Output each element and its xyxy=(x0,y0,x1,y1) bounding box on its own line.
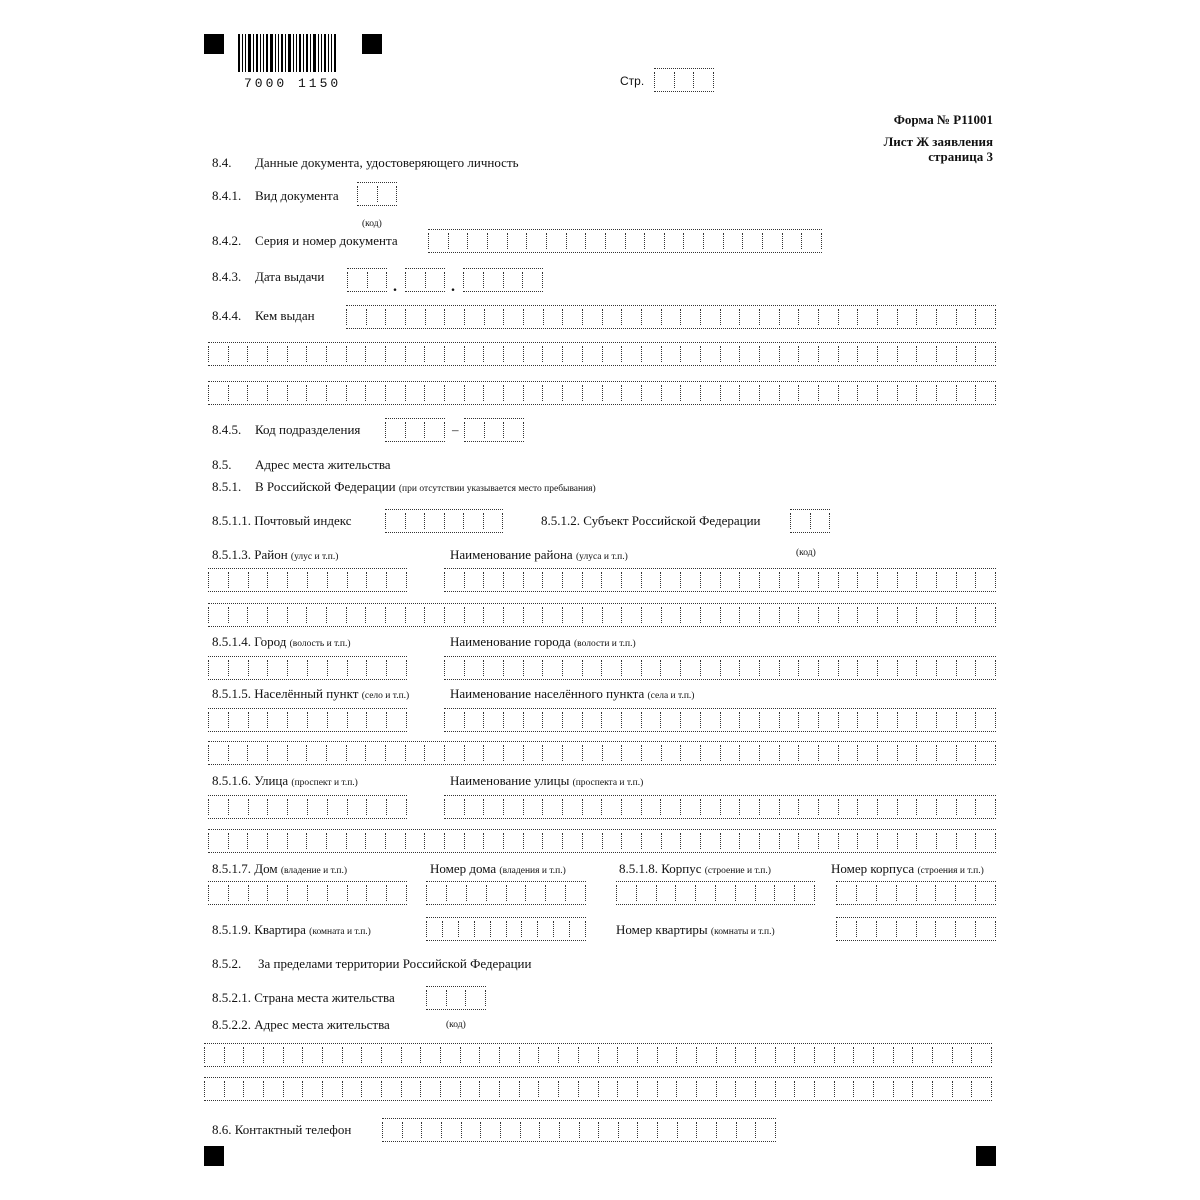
street-name-cells-row-2[interactable] xyxy=(208,829,996,853)
foreign-address-cells-row-2[interactable] xyxy=(204,1077,992,1101)
apartment-number-cells[interactable] xyxy=(836,917,996,941)
house-number-label: Номер дома (владения и т.п.) xyxy=(430,861,566,876)
issue-year-cells[interactable] xyxy=(463,268,543,292)
field-8-4-2-label: Серия и номер документа xyxy=(255,233,398,248)
sheet-title: Лист Ж заявления xyxy=(883,134,993,149)
page-number-label: Стр. xyxy=(620,74,645,88)
corner-marker-bottom-right xyxy=(976,1146,996,1166)
field-8-4-5-label: Код подразделения xyxy=(255,422,361,437)
settlement-name-cells-row-1[interactable] xyxy=(444,708,996,732)
section-8-4-title: Данные документа, удостоверяющего личность xyxy=(255,155,519,170)
settlement-name-label: Наименование населённого пункта (села и т.п.) xyxy=(450,686,695,701)
field-8-5-1-3-label: 8.5.1.3. Район (улус и т.п.) xyxy=(212,547,339,562)
corner-marker-bottom-left xyxy=(204,1146,224,1166)
field-8-5-1-5-label: 8.5.1.5. Населённый пункт (село и т.п.) xyxy=(212,686,410,701)
field-8-4-1-label: Вид документа xyxy=(255,188,339,203)
building-number-cells[interactable] xyxy=(836,881,996,905)
field-8-4-3-label: Дата выдачи xyxy=(255,269,325,284)
apartment-type-cells[interactable] xyxy=(426,917,586,941)
building-number-label: Номер корпуса (строения и т.п.) xyxy=(831,861,984,876)
section-8-4-number: 8.4. xyxy=(212,155,232,170)
country-code-hint: (код) xyxy=(446,1020,466,1030)
document-type-code-hint: (код) xyxy=(362,219,382,229)
barcode xyxy=(238,34,338,72)
settlement-name-cells-row-2[interactable] xyxy=(208,741,996,765)
section-8-5-2-title: За пределами территории Российской Федерации xyxy=(258,956,532,971)
division-code-dash: – xyxy=(452,422,459,437)
section-8-5-1-title: В Российской Федерации (при отсутствии указывается место пребывания) xyxy=(255,479,596,494)
date-separator: . xyxy=(393,278,397,295)
field-8-4-1-number: 8.4.1. xyxy=(212,188,242,203)
street-name-label: Наименование улицы (проспекта и т.п.) xyxy=(450,773,644,788)
region-code-cells[interactable] xyxy=(790,509,830,533)
field-8-5-1-4-label: 8.5.1.4. Город (волость и т.п.) xyxy=(212,634,351,649)
city-type-cells[interactable] xyxy=(208,656,407,680)
issued-by-cells-row-3[interactable] xyxy=(208,381,996,405)
field-8-5-1-7-label: 8.5.1.7. Дом (владение и т.п.) xyxy=(212,861,348,876)
country-code-cells[interactable] xyxy=(426,986,486,1010)
sheet-page: страница 3 xyxy=(928,149,993,164)
form-number: Форма № Р11001 xyxy=(893,112,993,127)
page-number-cells[interactable] xyxy=(654,68,714,92)
region-code-hint: (код) xyxy=(796,548,816,558)
division-code-cells-part-1[interactable] xyxy=(385,418,445,442)
field-8-4-4-number: 8.4.4. xyxy=(212,308,242,323)
field-8-4-3-number: 8.4.3. xyxy=(212,269,242,284)
section-8-5-number: 8.5. xyxy=(212,457,232,472)
section-8-5-1-number: 8.5.1. xyxy=(212,479,242,494)
district-name-cells-row-2[interactable] xyxy=(208,603,996,627)
house-number-cells[interactable] xyxy=(426,881,586,905)
field-8-5-1-1-label: 8.5.1.1. Почтовый индекс xyxy=(212,513,352,528)
foreign-address-cells-row-1[interactable] xyxy=(204,1043,992,1067)
city-name-cells[interactable] xyxy=(444,656,996,680)
date-separator: . xyxy=(451,278,455,295)
issue-day-cells[interactable] xyxy=(347,268,387,292)
issue-month-cells[interactable] xyxy=(405,268,445,292)
issued-by-cells-row-1[interactable] xyxy=(346,305,996,329)
field-8-5-2-2-label: 8.5.2.2. Адрес места жительства xyxy=(212,1017,390,1032)
district-name-cells-row-1[interactable] xyxy=(444,568,996,592)
document-number-cells[interactable] xyxy=(428,229,822,253)
issued-by-cells-row-2[interactable] xyxy=(208,342,996,366)
settlement-type-cells[interactable] xyxy=(208,708,407,732)
field-8-5-1-9-label: 8.5.1.9. Квартира (комната и т.п.) xyxy=(212,922,371,937)
barcode-number: 7000 1150 xyxy=(244,76,342,91)
division-code-cells-part-2[interactable] xyxy=(464,418,524,442)
corner-marker-top-right xyxy=(362,34,382,54)
contact-phone-cells[interactable] xyxy=(382,1118,776,1142)
section-8-5-2-number: 8.5.2. xyxy=(212,956,242,971)
street-name-cells-row-1[interactable] xyxy=(444,795,996,819)
field-8-5-1-8-label: 8.5.1.8. Корпус (строение и т.п.) xyxy=(619,861,771,876)
city-name-label: Наименование города (волости и т.п.) xyxy=(450,634,636,649)
building-type-cells[interactable] xyxy=(616,881,815,905)
document-type-cells[interactable] xyxy=(357,182,397,206)
field-8-4-2-number: 8.4.2. xyxy=(212,233,242,248)
field-8-4-5-number: 8.4.5. xyxy=(212,422,242,437)
corner-marker-top-left xyxy=(204,34,224,54)
field-8-5-2-1-label: 8.5.2.1. Страна места жительства xyxy=(212,990,395,1005)
apartment-number-label: Номер квартиры (комнаты и т.п.) xyxy=(616,922,775,937)
district-type-cells[interactable] xyxy=(208,568,407,592)
field-8-5-1-6-label: 8.5.1.6. Улица (проспект и т.п.) xyxy=(212,773,358,788)
street-type-cells[interactable] xyxy=(208,795,407,819)
district-name-label: Наименование района (улуса и т.п.) xyxy=(450,547,628,562)
postal-code-cells[interactable] xyxy=(385,509,503,533)
house-type-cells[interactable] xyxy=(208,881,407,905)
field-8-4-4-label: Кем выдан xyxy=(255,308,315,323)
field-8-6-label: 8.6. Контактный телефон xyxy=(212,1122,352,1137)
field-8-5-1-2-label: 8.5.1.2. Субъект Российской Федерации xyxy=(541,513,761,528)
section-8-5-title: Адрес места жительства xyxy=(255,457,391,472)
